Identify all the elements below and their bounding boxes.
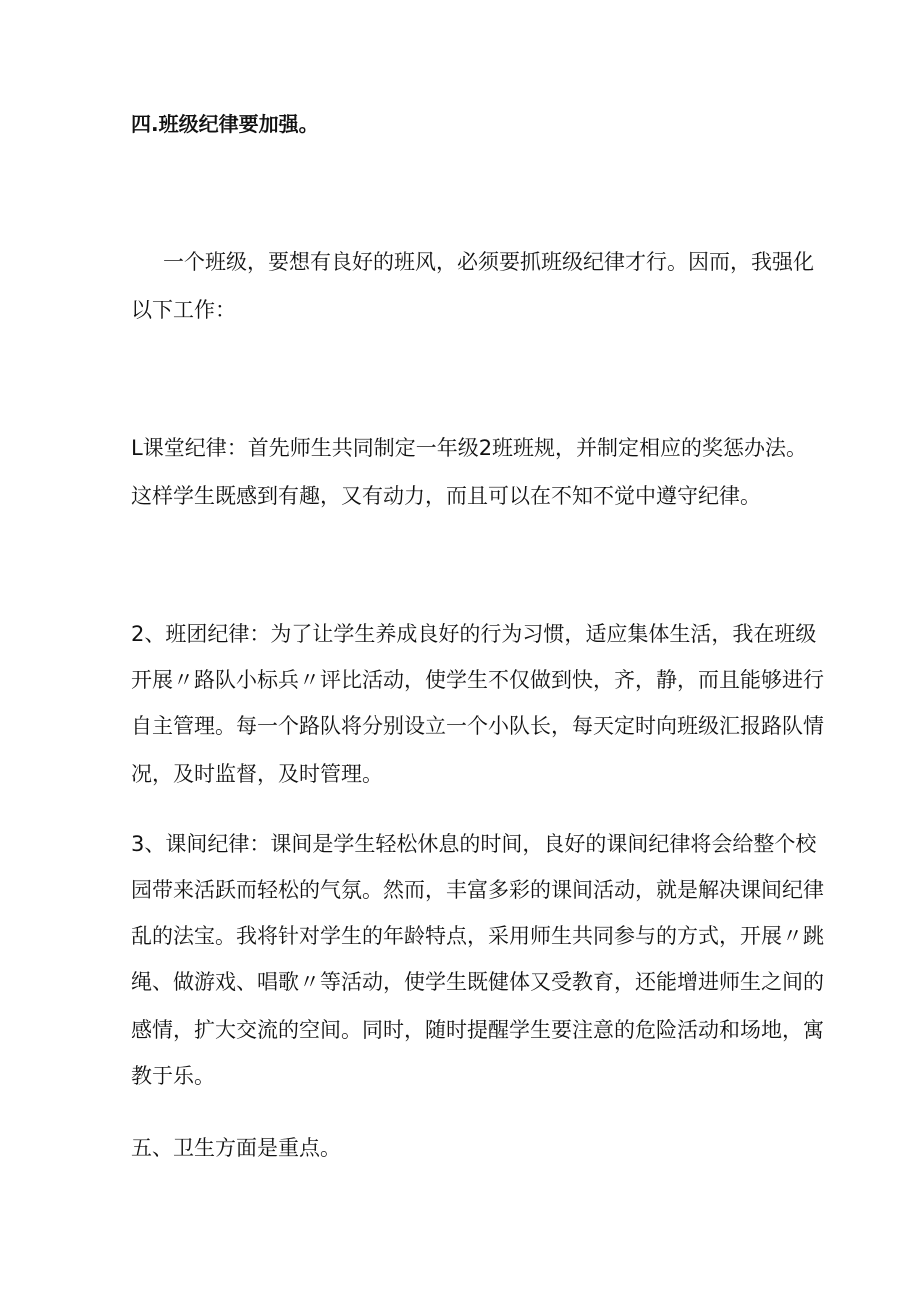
break-discipline-line: 绳、做游戏、唱歌〃等活动，使学生既健体又受教育，还能增进师生之间的: [131, 970, 824, 994]
group-discipline-line: 自主管理。每一个路队将分别设立一个小队长，每天定时向班级汇报路队情: [131, 714, 824, 738]
section-heading-hygiene: 五、卫生方面是重点。: [131, 1136, 341, 1160]
break-discipline-line: 园带来活跃而轻松的气氛。然而，丰富多彩的课间活动，就是解决课间纪律: [131, 878, 824, 902]
break-discipline-line: 感情，扩大交流的空间。同时，随时提醒学生要注意的危险活动和场地，寓: [131, 1018, 824, 1042]
group-discipline-line: 2、班团纪律：为了让学生养成良好的行为习惯，适应集体生活，我在班级: [131, 622, 817, 646]
classroom-discipline-line: L课堂纪律：首先师生共同制定一年级2班班规，并制定相应的奖惩办法。: [131, 436, 808, 460]
intro-paragraph-line: 以下工作：: [131, 298, 236, 322]
group-discipline-line: 开展〃路队小标兵〃评比活动，使学生不仅做到快，齐，静，而且能够进行: [131, 668, 824, 692]
section-heading-discipline: 四.班级纪律要加强。: [131, 112, 319, 136]
break-discipline-line: 教于乐。: [131, 1064, 215, 1088]
break-discipline-line: 3、课间纪律：课间是学生轻松休息的时间，良好的课间纪律将会给整个校: [131, 832, 817, 856]
intro-paragraph-line: 一个班级，要想有良好的班风，必须要抓班级纪律才行。因而，我强化: [163, 250, 814, 274]
break-discipline-line: 乱的法宝。我将针对学生的年龄特点，采用师生共同参与的方式，开展〃跳: [131, 924, 824, 948]
group-discipline-line: 况，及时监督，及时管理。: [131, 762, 383, 786]
classroom-discipline-line: 这样学生既感到有趣，又有动力，而且可以在不知不觉中遵守纪律。: [131, 484, 761, 508]
